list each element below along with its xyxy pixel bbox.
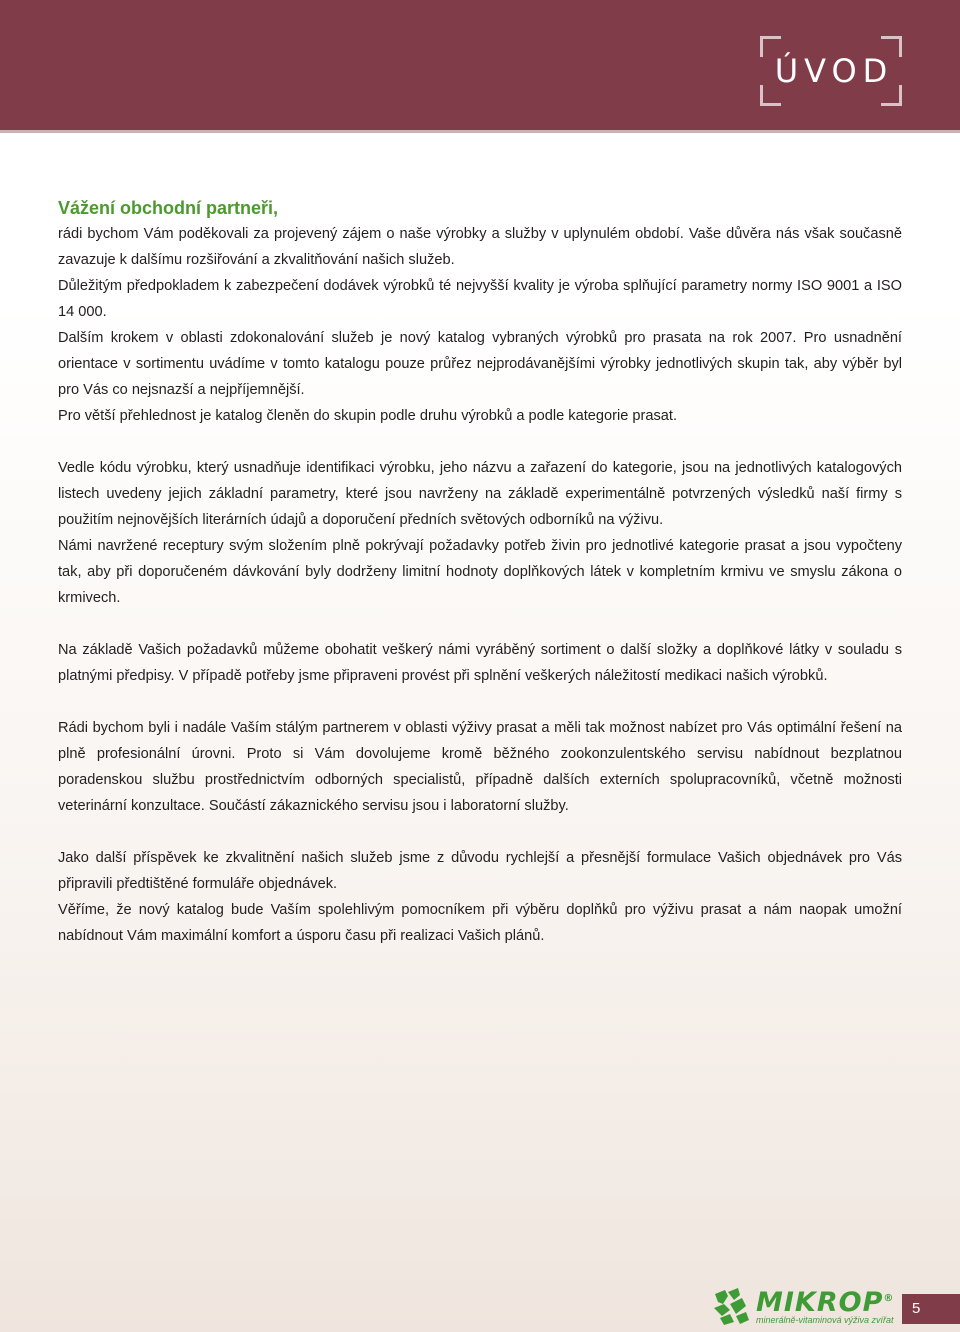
letter-paragraph: Jako další příspěvek ke zkvalitnění našich služeb jsme z důvodu rychlejší a přesnější formulace Vašich objednávek pro Vás připravili předtištěné formuláře objednávek. — [58, 850, 902, 892]
letter-paragraph: Na základě Vašich požadavků můžeme obohatit veškerý námi vyráběný sortiment o další složky a doplňkové látky v souladu s platnými předpisy. V případě potřeby jsme připraveni provést při splnění veškerých náležitostí medikaci našich výrobků. — [58, 642, 902, 684]
letter-paragraph: Dalším krokem v oblasti zdokonalování služeb je nový katalog vybraných výrobků pro prasata na rok 2007. Pro usnadnění orientace v sortimentu uvádíme v tomto katalogu pouze průřez nejprodávanějšími výrobky jednotlivých skupin tak, aby výběr byl pro Vás co nejsnazší a nejpříjemnější. — [58, 330, 902, 398]
section-title: ÚVOD — [774, 52, 894, 90]
letter-paragraph: Pro větší přehlednost je katalog členěn do skupin podle druhu výrobků a podle kategorie prasat. — [58, 408, 678, 424]
header-divider — [0, 130, 960, 133]
logo-tagline: minerálně-vitaminová výživa zvířat — [756, 1315, 894, 1325]
letter-body — [58, 195, 902, 949]
logo-registered-mark: ® — [883, 1293, 895, 1304]
mikrop-logo — [712, 1284, 895, 1328]
letter-paragraph: Námi navržené receptury svým složením plně pokrývají požadavky potřeb živin pro jednotlivé kategorie prasat a jsou vypočteny tak, aby při doporučeném dávkování byly dodrženy limitní hodnoty doplňkových látek v kompletním krmivu ve smyslu zákona o krmivech. — [58, 538, 902, 606]
letter-greeting: Vážení obchodní partneři, — [58, 198, 279, 218]
letter-paragraph: rádi bychom Vám poděkovali za projevený zájem o naše výrobky a služby v uplynulém období. Vaše důvěra nás však současně zavazuje k dalšímu rozšiřování a zkvalitňování našich služeb. — [58, 226, 902, 268]
logo-text: MIKROP — [756, 1287, 884, 1318]
letter-paragraph: Vedle kódu výrobku, který usnadňuje identifikaci výrobku, jeho názvu a zařazení do kategorie, jsou na jednotlivých katalogových listech uvedeny jejich základní parametry, které jsou navrženy na základě experimentálně potvrzených výsledků naší firmy s použitím nejnovějších literárních údajů a doporučení předních světových odborníků na výživu. — [58, 460, 902, 528]
logo-wordmark — [756, 1284, 894, 1318]
letter-paragraph: Rádi bychom byli i nadále Vaším stálým partnerem v oblasti výživy prasat a měli tak možnost nabízet pro Vás optimální řešení na plně profesionální úrovni. Proto si Vám dovolujeme kromě běžného zookonzulentského servisu nabídnout bezplatnou poradenskou službu prostřednictvím odborných specialistů, případně dalších externích spolupracovníků, včetně možnosti veterinární konzultace. Součástí zákaznického servisu jsou i laboratorní služby. — [58, 720, 902, 814]
page-number: 5 — [902, 1294, 960, 1324]
mikrop-leaf-mark-icon — [712, 1286, 752, 1326]
section-title-frame — [760, 36, 902, 106]
letter-paragraph: Věříme, že nový katalog bude Vaším spolehlivým pomocníkem při výběru doplňků pro výživu prasat a nám naopak umožní nabídnout Vám maximální komfort a úsporu času při realizaci Vašich plánů. — [58, 902, 902, 944]
letter-paragraph: Důležitým předpokladem k zabezpečení dodávek výrobků té nejvyšší kvality je výroba splňující parametry normy ISO 9001 a ISO 14 000. — [58, 278, 902, 320]
